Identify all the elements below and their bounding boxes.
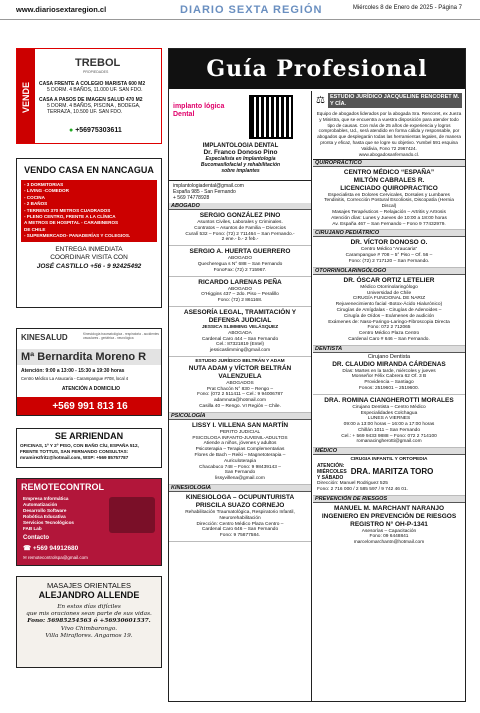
section-quiropractico: QUIROPRÁCTICO xyxy=(313,160,465,167)
scales-icon: ⚖ xyxy=(316,95,325,106)
service-item: Automatización xyxy=(23,502,58,507)
phone-icon: ☎ xyxy=(23,545,32,552)
kinesalud-hours: Atención: 9:00 a 13:00 - 15:30 a 19:30 horas xyxy=(21,368,125,374)
nancagua-features xyxy=(21,180,157,242)
section-cirujano-pediatrico: CIRUJANO PEDIÁTRICO xyxy=(313,230,465,237)
remote-contacto: Contacto xyxy=(23,535,49,541)
guia-col-right xyxy=(313,91,465,701)
arriendan-title: SE ARRIENDAN xyxy=(54,431,124,441)
qr-code[interactable] xyxy=(249,95,293,139)
listing-line: Fono: 09 6448841 xyxy=(369,534,409,540)
listing-name: DR. VÍCTOR DONOSO O. xyxy=(350,239,428,247)
site-url[interactable]: www.diariosextaregion.cl xyxy=(16,5,107,14)
remote-phone[interactable]: ☎ +569 94912680 xyxy=(23,545,79,552)
implant-line: sobre implantes xyxy=(221,168,260,174)
listing-name: DR. CLAUDIO MIRANDA CÁRDENAS xyxy=(332,360,446,368)
mail-icon: ✉ xyxy=(23,555,27,560)
masajes-line: Vivo Chimbarongo. xyxy=(60,625,118,632)
listing-line: PERITO JUDICIAL xyxy=(219,429,261,435)
trebol-logo: TREBOL xyxy=(75,57,121,69)
service-item: Robótica Educativa xyxy=(23,514,66,519)
listing-line: Dirección: Manuel Rodriguez 525 xyxy=(317,481,388,487)
listing-abogado xyxy=(169,277,311,307)
listing-line: lissyvillena@gmail.com xyxy=(215,476,265,482)
implant-address: España 985 - San Fernando xyxy=(173,189,236,195)
listing-line: Psicoterapia – Terapias Complementarias xyxy=(195,447,285,453)
implant-email[interactable]: implantologiadental@gmail.com xyxy=(173,183,244,189)
trebol-line4: 5 DORM. 4 BAÑOS, PISCINA , BODEGA, xyxy=(47,103,141,109)
listing-line: Av. España 467 – San Fernando – Fono 9 77432979. xyxy=(332,221,446,227)
masajes-phone[interactable]: Fono: 56985254563 ó +56930601537. xyxy=(27,618,151,625)
listing-cirujano xyxy=(313,237,465,267)
listing-line: Atención días: Lunes y Jueves de 10:00 a 18:00 horas xyxy=(331,215,447,221)
listing-line: Cirugía de Oídos – Exámenes de audición xyxy=(343,313,435,319)
listing-line: ABOGADO xyxy=(227,286,253,292)
listing-line: Rejuvenecimiento facial -Botox-Ácido Hialurónico) xyxy=(335,302,443,308)
section-otorrino: OTORRINOLARINGÓLOGO xyxy=(313,268,465,275)
listing-line: Neurorehabilitación xyxy=(219,515,261,521)
listing-line: MIÉRCOLES xyxy=(317,469,347,476)
footer-line: ENTREGA INMEDIATA xyxy=(55,245,123,253)
listing-line: Cardenal Caro 444 – San Fernando xyxy=(201,336,279,342)
listing-name: REGISTRO N° OH-P-1341 xyxy=(350,520,428,528)
service-item: Desarrollo Software xyxy=(23,508,67,513)
kinesalud-address: Centro Médico La Araucaria - Carampangue #708, local 4 xyxy=(21,376,129,381)
kinesalud-domicilio: ATENCIÓN A DOMICILIO xyxy=(61,386,121,392)
listing-line: ABOGADA xyxy=(228,330,252,336)
guia-profesional xyxy=(168,48,466,702)
listing-line: Y SÁBADO xyxy=(317,475,344,482)
listing-line: Monseñor Félix Cabrera 62 Of. 3 B xyxy=(351,374,427,380)
listing-line: FonoFax: (72) 2 715967. xyxy=(213,267,267,273)
feature-item: - LIVING -COMEDOR xyxy=(24,188,69,194)
listing-line: Cardenal Caro # 646 – San Fernando. xyxy=(348,336,430,342)
listing-line: Fonos: 2519601 – 2519600. xyxy=(358,385,419,391)
listing-line: Cirugías de Amígdalas - Cirugías de Adenoides – xyxy=(336,307,442,313)
listing-line: 2 ene.- b.- 2 feb.- xyxy=(221,237,259,243)
listing-dentista xyxy=(313,395,465,449)
implant-phone[interactable]: + 569 74778928 xyxy=(173,195,210,201)
listing-line: Tendinitis, Corrección Postural Escoliosis, Discopatía (Hernia Discal) xyxy=(324,198,454,210)
listing-line: adamnuta@hotmail.com xyxy=(213,398,267,404)
feature-item: - 2 BAÑOS xyxy=(24,201,48,207)
implant-line: Especialista en Implantología xyxy=(205,156,276,162)
listing-line: Médico Otorrinolaringólogo xyxy=(360,284,418,290)
listing-name: MILTÓN CABRALES R. xyxy=(353,176,425,184)
masajes-line: que mis oraciones sean parte de sus vidas. xyxy=(26,611,152,618)
listing-line: JESSICA SLIMMING VELÁSQUEZ xyxy=(201,324,279,330)
feature-item: - TERRENO 370 METROS CUADRADOS xyxy=(24,207,111,213)
listing-line: Exámenes de: Naso-Faringo-Laringo-Fibroscopia Directa xyxy=(328,319,450,325)
listing-abogado xyxy=(169,307,311,357)
ad-masajes xyxy=(16,576,162,668)
listing-line: Cirujano Dentista xyxy=(367,353,411,360)
listing-line: Contratos – Asuntos de Familia – Divorcios xyxy=(194,225,286,231)
feature-item: - SUPERMERCADO- PANADERÍAS Y COLEGIOS. xyxy=(24,233,131,239)
implant-contact xyxy=(169,181,311,203)
masajes-line: Villa Miraflores. Angamos 19. xyxy=(45,632,133,639)
robot-image xyxy=(109,497,155,533)
listing-name: NUTA ADAM y VÍCTOR BELTRÁN VALENZUELA xyxy=(188,364,292,380)
kinesalud-tag: Kinesiología traumatológica - respiratoria - accidentes vasculares - geriátrica - neurológica xyxy=(83,332,160,340)
kinesalud-logo: KINESALUD xyxy=(21,333,68,342)
listing-line: 09:00 a 13:00 horas – 16:00 a 17:00 horas xyxy=(343,422,435,428)
listing-line: Asuntos Civiles, Laborales y Criminales. xyxy=(197,220,283,225)
vende-strip: VENDE xyxy=(17,49,35,144)
listing-line: Atiende a niños, jóvenes y adultos xyxy=(203,441,277,447)
estudio-web[interactable]: www.abogadosanfernando.cl. xyxy=(358,151,420,157)
listing-line: ABOGADOS xyxy=(226,380,254,386)
listing-line: Cel.: + 569 9433 9888 – Fono: 072 2 714100 xyxy=(341,433,437,439)
listing-name: ASESORÍA LEGAL, TRAMITACIÓN Y DEFENSA JUDICIAL xyxy=(183,308,297,324)
listing-name: SERGIO A. HUERTA GUERRERO xyxy=(189,248,291,256)
listing-line: Asesorías – Capacitación xyxy=(361,528,417,534)
service-item: Empresa Informática xyxy=(23,496,69,501)
listing-line: Cel.: 87321819 (Entel) xyxy=(216,342,264,348)
trebol-line5: TERRAZA, 10.500 UF. SAN FDO. xyxy=(47,109,123,115)
listing-line: Especialista en Dolores Cervicales, Dorsales y Lumbares xyxy=(328,192,450,198)
service-item: FAB Lab xyxy=(23,526,42,531)
ad-kinesalud xyxy=(16,328,162,416)
remote-title: REMOTECONTROL xyxy=(21,482,104,492)
listing-line: Centro Médico “Araucaria” xyxy=(360,247,418,253)
listing-line: Cirujano Dentista – Centro Médico xyxy=(352,404,426,410)
listing-name: SERGIO GONZÁLEZ PINO xyxy=(199,212,281,219)
listing-line: Fono: 072 2 712065 xyxy=(367,325,411,331)
listing-line: Auriculoterapia xyxy=(224,458,256,464)
listing-line: Flores de Bach – Reiki – Magnetoterapia – xyxy=(194,452,286,458)
footer-line: COORDINAR VISITA CON xyxy=(50,254,128,262)
listing-otorrino xyxy=(313,275,465,346)
listing-line: Fono: (72) 2 717120 – San Fernando. xyxy=(348,258,430,264)
guia-col-left xyxy=(169,91,312,701)
ad-remotecontrol xyxy=(16,478,162,566)
feature-item: - COCINA xyxy=(24,194,45,200)
masajes-name: ALEJANDRO ALLENDE xyxy=(38,590,140,600)
trebol-line3: CASA A PASOS DE IMAGEN SALUD 470 M2 xyxy=(39,97,143,103)
listing-line: Rehabilitación Traumatológica, Respiratorio Infantil, xyxy=(185,509,295,515)
listing-line: Fono: (072 2 511411 – Cel.: 9 94006787 xyxy=(197,392,283,398)
estudio-text: Equipo de abogados liderados por la abogada Sra. Rencoret, ex Jueza y Ministra, que se encuentra a vuestra disposición para atender todo tipo de causas. Con más de 25 años de experiencia y logros comprobables, Ud., será atendido en forma cálida y responsable, por abogados que desplegarán todas las herramientas legales, de manera pronta y eficaz, hasta que se logre su objetivo. Yumbel 591 esquina Valdivia, Fono 72 2967424. xyxy=(316,111,462,151)
feature-item: - PLENO CENTRO, FRENTE A LA CLÍNICA xyxy=(24,214,116,220)
section-kinesiologia: KINESIOLOGIA xyxy=(169,485,311,492)
listing-abogado xyxy=(169,357,311,413)
whatsapp-icon: ● xyxy=(69,127,74,134)
listing-name: DRA. ROMINA CIANGHEROTTI MORALES xyxy=(324,396,454,404)
section-abogado: ABOGADO xyxy=(169,203,311,210)
implantologia-block xyxy=(169,91,311,181)
listing-line: O'Higgins 437 – 2do. Piso – Peralillo xyxy=(201,292,279,298)
feature-item: A METROS DE HOSPITAL - CARABINEROS xyxy=(24,220,119,226)
listing-line: Masajes Terapéuticos – Relajación – Artritis y Artrosis xyxy=(332,209,446,215)
ad-casa-nancagua xyxy=(16,158,162,308)
trebol-phone[interactable]: ● +56975303611 xyxy=(69,127,122,134)
listing-psicologia xyxy=(169,420,311,485)
listing-name: INGENIERO EN PREVENCIÓN DE RIESGOS xyxy=(321,512,457,520)
feature-item: - 3 DORMITORIAS xyxy=(24,182,64,187)
kinesalud-phone[interactable]: +569 991 813 16 xyxy=(17,397,162,416)
section-psicologia: PSICOLOGÍA xyxy=(169,413,311,420)
listing-line: romanacingherotti@gmail.com xyxy=(356,439,422,445)
section-dentista: DENTISTA xyxy=(313,346,465,353)
contact-line: JOSÉ CASTILLO +56 - 9 92425492 xyxy=(36,262,142,270)
implant-name: Dr. Franco Donoso Pino xyxy=(203,149,278,156)
listing-line: Dirección: Centro Médico Plaza Centro – xyxy=(196,521,284,527)
listing-line: Fono: 9 75877584. xyxy=(219,533,261,539)
masajes-title: MASAJES ORIENTALES xyxy=(46,581,132,590)
section-prevencion: PREVENCIÓN DE RIESGOS xyxy=(313,496,465,503)
listing-line: ESTUDIO JURÍDICO BELTRÁN Y ADAM xyxy=(195,358,285,364)
ad-se-arriendan xyxy=(16,428,162,468)
listing-name: DRA. MARITZA TORO xyxy=(350,467,434,477)
section-medico: MÉDICO xyxy=(313,448,465,455)
estudio-rencoret xyxy=(313,91,465,160)
service-item: Servicios Tecnológicos xyxy=(23,520,74,525)
listing-line: Especialidades Colchagua xyxy=(360,410,418,416)
listing-line: ABOGADO xyxy=(227,256,253,262)
listing-name: RICARDO LARENAS PEÑA xyxy=(198,278,282,286)
listing-dentista xyxy=(313,353,465,395)
trebol-line1: CASA FRENTE A COLEGIO MARISTA 600 M2 xyxy=(39,81,146,87)
listing-line: Prat Chacón N° 830 – Rengo – xyxy=(206,386,274,392)
listing-name: LISSY I. VILLENA SAN MARTÍN xyxy=(191,421,289,429)
listing-line: San Fernando xyxy=(224,470,256,476)
page-date: Miércoles 8 de Enero de 2025 - Página 7 xyxy=(352,5,462,11)
trebol-sub: PROPIEDADES xyxy=(83,70,109,74)
listing-name: KINESIOLOGA – OCUPUNTURISTA PRISCILA SUAZO CORNEJO xyxy=(185,493,295,509)
listing-name: LICENCIADO QUIROPRACTICO xyxy=(340,184,438,192)
listing-abogado xyxy=(169,246,311,276)
nancagua-footer xyxy=(17,246,161,272)
implantologia-logo: implanto lógica Dental xyxy=(173,103,225,118)
implant-title: IMPLANTOLOGIA DENTAL xyxy=(202,143,279,149)
listing-line: Quecheregua s N° 688 – San Fernando xyxy=(197,261,283,267)
listing-quiropractico xyxy=(313,167,465,231)
remote-email[interactable]: ✉ remotecontrolspa@gmail.com xyxy=(23,555,88,560)
nancagua-title: VENDO CASA EN NANCAGUA xyxy=(24,165,154,175)
listing-line: Chillán 1011 – San Fernando xyxy=(357,427,421,433)
listing-line: Providencia – Santiago xyxy=(364,380,414,386)
listing-line: CIRUGIA INFANTIL Y ORTOPEDIA xyxy=(350,457,428,463)
estudio-title: ESTUDIO JURÍDICO JACQUELINE RENCORET M. Y CÍA. xyxy=(328,93,462,108)
listing-line: Universidad de Chile xyxy=(366,290,412,296)
trebol-line2: 5 DORM. 4 BAÑOS, 11.000 UF. SAN FDO. xyxy=(47,87,143,93)
listing-line: Casilla 40 – Rengo. VI Región – Chile. xyxy=(199,403,281,409)
listing-line: ATENCIÓN: xyxy=(317,463,345,470)
listing-abogado xyxy=(169,210,311,246)
guia-title: Guía Profesional xyxy=(169,49,465,89)
listing-line: Centro Médico Plaza Centro xyxy=(358,331,420,337)
arriendan-text: OFICINAS, 1º Y 2º PISO, CON BAÑO C/U, ESPAÑA 512, FRENTE TOTTUS, SAN FERNANDO CONSULTAS: mramirezfritz@hotmail.com, WSP: +569 85757787 xyxy=(20,443,139,460)
listing-line: Cardenal Caro 646 – San Fernando xyxy=(201,527,279,533)
listing-line: jessicaslimming@gmail.com xyxy=(209,348,271,354)
implant-line: Bucomaxilofacial y rehabilitación xyxy=(200,162,281,168)
listing-line: LUNES A VIERNES xyxy=(367,416,411,422)
newspaper-title: DIARIO SEXTA REGIÓN xyxy=(180,4,323,16)
listing-medico xyxy=(313,455,465,495)
listing-name: DR. ÓSCAR ORTIZ LETELIER xyxy=(343,276,435,284)
masajes-line: En estos días difíciles xyxy=(57,604,121,610)
kinesalud-name: Mª Bernardita Moreno R xyxy=(17,349,162,365)
listing-line: Días: Martes en la tarde, miércoles y jueves xyxy=(342,368,436,374)
listing-line: Fono: 2 716 000 / 2 585 597 / 9 742 46 01. xyxy=(317,486,408,492)
listing-line: marcelomarchantn@hotmail.com xyxy=(353,540,425,546)
ad-trebol xyxy=(16,48,162,144)
listing-name: CENTRO MÉDICO “ESPAÑA” xyxy=(343,168,435,176)
listing-line: Fono: (72) 2 861168. xyxy=(217,298,263,304)
listing-line: PSICOLOGA INFANTO-JUVENIL-ADULTOS xyxy=(192,435,288,441)
listing-line: CIRUGÍA FUNCIONAL DE NARIZ xyxy=(352,296,426,302)
listing-prevencion xyxy=(313,503,465,548)
feature-item: DE CHILE xyxy=(24,226,46,232)
listing-name: MANUEL M. MARCHANT NARANJO xyxy=(333,504,444,512)
listing-line: Carampangue # 708 – 5° Piso – Of. 56 – xyxy=(345,253,433,259)
listing-line: Curalí 532 – Fono: (72) 2 711464 – San Fernando.- xyxy=(185,231,295,237)
listing-kinesiologia xyxy=(169,492,311,542)
listing-line: Chacabuco 748 – Fono: 9 98439143 – xyxy=(199,464,281,470)
page-header xyxy=(0,0,480,20)
